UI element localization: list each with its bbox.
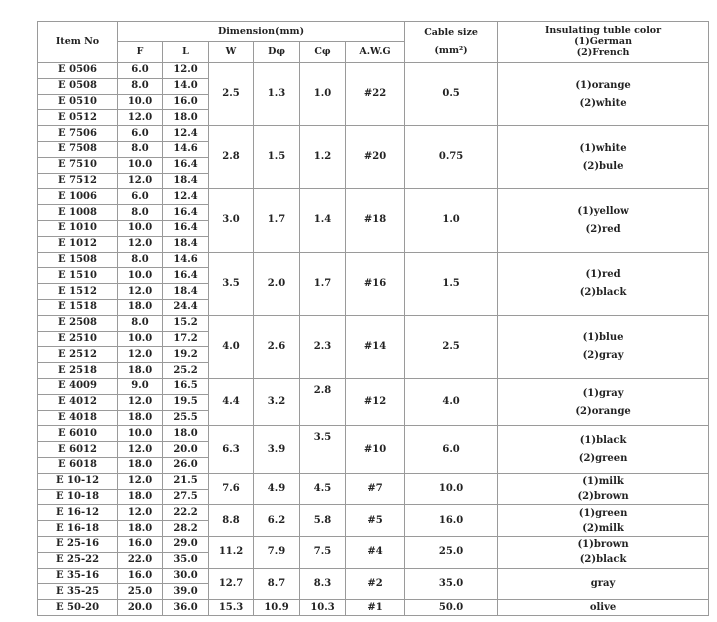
f-cell: 8.0 [118, 315, 163, 331]
awg-cell: #1 [346, 600, 405, 616]
l-cell: 12.4 [163, 126, 209, 142]
d-cell: 1.5 [254, 126, 300, 189]
awg-cell: #2 [346, 568, 405, 600]
awg-cell: #5 [346, 505, 405, 537]
color-french-value: (2)black [579, 554, 627, 566]
item-no-cell: E 6012 [38, 442, 118, 458]
w-cell: 8.8 [209, 505, 254, 537]
l-cell: 29.0 [163, 536, 209, 552]
color-french-value: (2)bule [582, 160, 624, 172]
item-no-cell: E 16-18 [38, 521, 118, 537]
d-cell: 2.6 [254, 315, 300, 378]
item-no-cell: E 1012 [38, 236, 118, 252]
color-cell [498, 378, 709, 425]
cable-size-cell: 35.0 [405, 568, 498, 600]
d-cell: 3.2 [254, 378, 300, 425]
color-french-value: (2)white [579, 97, 627, 109]
item-no-cell: E 2518 [38, 363, 118, 379]
color-cell [498, 252, 709, 315]
d-cell: 3.9 [254, 426, 300, 473]
f-cell: 9.0 [118, 378, 163, 394]
c-cell: 1.7 [300, 252, 346, 315]
table-row [38, 315, 709, 331]
d-cell: 10.9 [254, 600, 300, 616]
color-german-value: (1)yellow [577, 205, 629, 217]
color-cell [498, 568, 709, 600]
header-f: F [118, 42, 163, 63]
cable-size-cell: 1.0 [405, 189, 498, 252]
header-cable-size [405, 22, 498, 63]
w-cell: 7.6 [209, 473, 254, 505]
item-no-cell: E 50-20 [38, 600, 118, 616]
f-cell: 10.0 [118, 157, 163, 173]
table-body [38, 63, 709, 616]
header-d: Dφ [254, 42, 300, 63]
f-cell: 12.0 [118, 505, 163, 521]
f-cell: 10.0 [118, 426, 163, 442]
header-w: W [209, 42, 254, 63]
l-cell: 15.2 [163, 315, 209, 331]
cable-size-cell: 16.0 [405, 505, 498, 537]
cable-size-unit: (mm²) [434, 45, 468, 56]
l-cell: 14.6 [163, 252, 209, 268]
c-cell: 1.2 [300, 126, 346, 189]
f-cell: 12.0 [118, 173, 163, 189]
l-cell: 12.0 [163, 63, 209, 79]
color-german-value: (1)red [585, 269, 621, 281]
table-row [38, 600, 709, 616]
color-german-value: (1)brown [577, 539, 629, 551]
l-cell: 22.2 [163, 505, 209, 521]
color-cell [498, 126, 709, 189]
item-no-cell: E 1518 [38, 299, 118, 315]
l-cell: 39.0 [163, 584, 209, 600]
l-cell: 16.4 [163, 220, 209, 236]
color-german-value: (1)blue [582, 332, 624, 344]
cable-size-cell: 50.0 [405, 600, 498, 616]
d-cell: 4.9 [254, 473, 300, 505]
table-row [38, 536, 709, 552]
c-cell: 2.3 [300, 315, 346, 378]
l-cell: 16.4 [163, 157, 209, 173]
table-row [38, 473, 709, 489]
awg-cell: #10 [346, 426, 405, 473]
color-german-value: gray [590, 578, 616, 590]
color-french-value: (2)brown [577, 491, 629, 503]
w-cell: 11.2 [209, 536, 254, 568]
color-cell [498, 426, 709, 473]
item-no-cell: E 2512 [38, 347, 118, 363]
l-cell: 16.4 [163, 205, 209, 221]
c-cell: 3.5 [300, 426, 346, 473]
color-german-value: (1)white [579, 142, 627, 154]
awg-cell: #20 [346, 126, 405, 189]
f-cell: 12.0 [118, 347, 163, 363]
table-row [38, 568, 709, 584]
awg-cell: #7 [346, 473, 405, 505]
f-cell: 18.0 [118, 363, 163, 379]
f-cell: 8.0 [118, 205, 163, 221]
color-german-value: (1)orange [575, 79, 631, 91]
item-no-cell: E 4012 [38, 394, 118, 410]
l-cell: 19.5 [163, 394, 209, 410]
cable-size-cell: 6.0 [405, 426, 498, 473]
f-cell: 6.0 [118, 189, 163, 205]
w-cell: 4.4 [209, 378, 254, 425]
l-cell: 18.0 [163, 426, 209, 442]
header-color [498, 22, 709, 63]
item-no-cell: E 0512 [38, 110, 118, 126]
table-row [38, 126, 709, 142]
item-no-cell: E 6018 [38, 457, 118, 473]
item-no-cell: E 7506 [38, 126, 118, 142]
item-no-cell: E 0506 [38, 63, 118, 79]
color-french-value: (2)red [585, 223, 621, 235]
l-cell: 18.4 [163, 173, 209, 189]
item-no-cell: E 10-12 [38, 473, 118, 489]
l-cell: 14.0 [163, 78, 209, 94]
c-cell: 10.3 [300, 600, 346, 616]
f-cell: 12.0 [118, 442, 163, 458]
d-cell: 1.7 [254, 189, 300, 252]
header-dimension: Dimension(mm) [118, 22, 405, 42]
f-cell: 20.0 [118, 600, 163, 616]
f-cell: 25.0 [118, 584, 163, 600]
c-cell: 5.8 [300, 505, 346, 537]
color-german-value: (1)black [579, 435, 627, 447]
awg-cell: #16 [346, 252, 405, 315]
color-french-value: (2)milk [582, 522, 624, 534]
item-no-cell: E 16-12 [38, 505, 118, 521]
item-no-cell: E 4018 [38, 410, 118, 426]
color-german-value: (1)gray [582, 387, 624, 399]
l-cell: 35.0 [163, 552, 209, 568]
l-cell: 25.5 [163, 410, 209, 426]
color-french-value: (2)green [578, 453, 628, 465]
l-cell: 18.4 [163, 284, 209, 300]
header-item-no: Item No [38, 22, 118, 63]
c-cell: 7.5 [300, 536, 346, 568]
cable-size-cell: 0.5 [405, 63, 498, 126]
color-german-value: (1)milk [582, 476, 624, 488]
item-no-cell: E 1508 [38, 252, 118, 268]
color-french-value: (2)black [579, 287, 627, 299]
header-l: L [163, 42, 209, 63]
f-cell: 12.0 [118, 236, 163, 252]
color-cell [498, 536, 709, 568]
item-no-cell: E 1510 [38, 268, 118, 284]
w-cell: 2.5 [209, 63, 254, 126]
d-cell: 6.2 [254, 505, 300, 537]
c-cell: 8.3 [300, 568, 346, 600]
c-cell: 2.8 [300, 378, 346, 425]
l-cell: 16.0 [163, 94, 209, 110]
d-cell: 1.3 [254, 63, 300, 126]
item-no-cell: E 2508 [38, 315, 118, 331]
w-cell: 12.7 [209, 568, 254, 600]
d-cell: 8.7 [254, 568, 300, 600]
item-no-cell: E 10-18 [38, 489, 118, 505]
w-cell: 3.0 [209, 189, 254, 252]
w-cell: 2.8 [209, 126, 254, 189]
f-cell: 12.0 [118, 284, 163, 300]
awg-cell: #18 [346, 189, 405, 252]
item-no-cell: E 2510 [38, 331, 118, 347]
d-cell: 7.9 [254, 536, 300, 568]
item-no-cell: E 1008 [38, 205, 118, 221]
item-no-cell: E 25-22 [38, 552, 118, 568]
d-cell: 2.0 [254, 252, 300, 315]
f-cell: 8.0 [118, 252, 163, 268]
f-cell: 18.0 [118, 299, 163, 315]
header-awg: A.W.G [346, 42, 405, 63]
w-cell: 15.3 [209, 600, 254, 616]
f-cell: 6.0 [118, 126, 163, 142]
color-french-value: (2)gray [582, 350, 624, 362]
cable-size-label: Cable size [424, 27, 478, 38]
item-no-cell: E 0510 [38, 94, 118, 110]
color-french-value: (2)orange [575, 405, 631, 417]
f-cell: 18.0 [118, 410, 163, 426]
awg-cell: #4 [346, 536, 405, 568]
f-cell: 12.0 [118, 110, 163, 126]
f-cell: 8.0 [118, 78, 163, 94]
l-cell: 30.0 [163, 568, 209, 584]
color-cell [498, 505, 709, 537]
l-cell: 18.4 [163, 236, 209, 252]
table-row [38, 378, 709, 394]
item-no-cell: E 4009 [38, 378, 118, 394]
l-cell: 16.5 [163, 378, 209, 394]
l-cell: 24.4 [163, 299, 209, 315]
table-row [38, 505, 709, 521]
awg-cell: #12 [346, 378, 405, 425]
f-cell: 18.0 [118, 489, 163, 505]
color-german: (1)German [574, 36, 632, 47]
item-no-cell: E 25-16 [38, 536, 118, 552]
l-cell: 26.0 [163, 457, 209, 473]
f-cell: 12.0 [118, 473, 163, 489]
f-cell: 18.0 [118, 521, 163, 537]
item-no-cell: E 7510 [38, 157, 118, 173]
f-cell: 10.0 [118, 94, 163, 110]
table-row [38, 252, 709, 268]
cable-size-cell: 0.75 [405, 126, 498, 189]
cable-size-cell: 10.0 [405, 473, 498, 505]
c-cell: 1.4 [300, 189, 346, 252]
color-cell [498, 473, 709, 505]
color-cell [498, 315, 709, 378]
f-cell: 22.0 [118, 552, 163, 568]
l-cell: 16.4 [163, 268, 209, 284]
item-no-cell: E 7508 [38, 141, 118, 157]
f-cell: 8.0 [118, 141, 163, 157]
item-no-cell: E 7512 [38, 173, 118, 189]
table-row [38, 426, 709, 442]
f-cell: 16.0 [118, 568, 163, 584]
item-no-cell: E 1010 [38, 220, 118, 236]
header-c: Cφ [300, 42, 346, 63]
l-cell: 14.6 [163, 141, 209, 157]
f-cell: 18.0 [118, 457, 163, 473]
cable-size-cell: 1.5 [405, 252, 498, 315]
table-row [38, 189, 709, 205]
item-no-cell: E 0508 [38, 78, 118, 94]
l-cell: 17.2 [163, 331, 209, 347]
color-french: (2)French [576, 47, 630, 58]
l-cell: 28.2 [163, 521, 209, 537]
item-no-cell: E 6010 [38, 426, 118, 442]
awg-cell: #14 [346, 315, 405, 378]
f-cell: 10.0 [118, 331, 163, 347]
item-no-cell: E 35-16 [38, 568, 118, 584]
cable-size-cell: 2.5 [405, 315, 498, 378]
color-german-value: olive [589, 602, 617, 614]
color-cell [498, 600, 709, 616]
f-cell: 10.0 [118, 220, 163, 236]
cable-size-cell: 4.0 [405, 378, 498, 425]
item-no-cell: E 35-25 [38, 584, 118, 600]
item-no-cell: E 1512 [38, 284, 118, 300]
color-german-value: (1)green [578, 507, 628, 519]
f-cell: 10.0 [118, 268, 163, 284]
f-cell: 16.0 [118, 536, 163, 552]
l-cell: 12.4 [163, 189, 209, 205]
item-no-cell: E 1006 [38, 189, 118, 205]
w-cell: 3.5 [209, 252, 254, 315]
specification-table [37, 21, 709, 616]
table-row [38, 63, 709, 79]
color-cell [498, 189, 709, 252]
l-cell: 21.5 [163, 473, 209, 489]
color-title: Insulating tuble color [544, 25, 662, 36]
awg-cell: #22 [346, 63, 405, 126]
c-cell: 4.5 [300, 473, 346, 505]
w-cell: 6.3 [209, 426, 254, 473]
l-cell: 19.2 [163, 347, 209, 363]
l-cell: 18.0 [163, 110, 209, 126]
w-cell: 4.0 [209, 315, 254, 378]
l-cell: 20.0 [163, 442, 209, 458]
l-cell: 36.0 [163, 600, 209, 616]
f-cell: 12.0 [118, 394, 163, 410]
c-cell: 1.0 [300, 63, 346, 126]
f-cell: 6.0 [118, 63, 163, 79]
color-cell [498, 63, 709, 126]
cable-size-cell: 25.0 [405, 536, 498, 568]
l-cell: 27.5 [163, 489, 209, 505]
l-cell: 25.2 [163, 363, 209, 379]
